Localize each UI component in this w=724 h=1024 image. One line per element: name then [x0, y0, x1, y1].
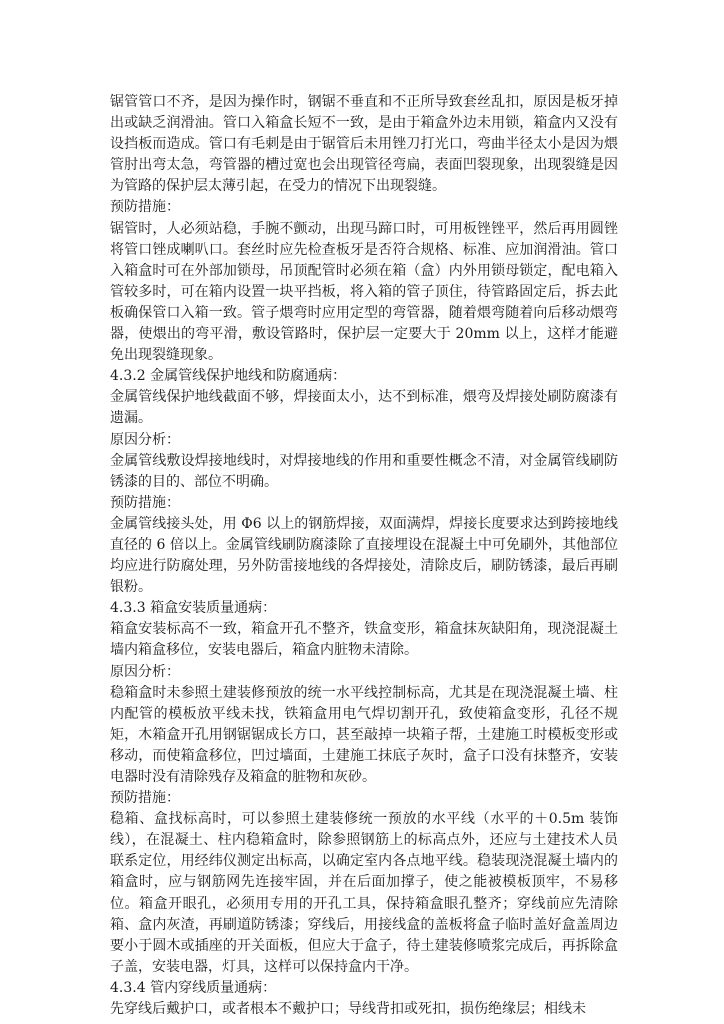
section-label: 预防措施：: [110, 790, 180, 807]
body-paragraph: 稳箱盒时未参照土建装修预放的统一水平线控制标高，尤其是在现浇混凝土墙、柱内配管的模板放平线未找，铁箱盒用电气焊切割开孔，致使箱盒变形，孔径不规矩，木箱盒开孔用钢锯锯成长方口，甚至敲掉一块箱子帮，土建施工时模板变形或移动，而使箱盒移位，凹过墙面，土建施工抹底子灰时，盒子口没有抹整齐，安装电器时没有清除残存及箱盒的脏物和灰砂。: [110, 684, 618, 785]
section-heading: 4.3.2 金属管线保护地线和防腐通病：: [110, 368, 347, 385]
section-label: 原因分析：: [110, 663, 180, 680]
body-paragraph: 金属管线接头处，用 Φ6 以上的钢筋焊接，双面满焊，焊接长度要求达到跨接地线直径的 6 倍以上。金属管线刷防腐漆除了直接埋设在混凝土中可免刷外，其他部位均应进行防腐处理，另外防雷接地线的各焊接处，清除皮后，刷防锈漆，最后再刷银粉。: [110, 515, 618, 596]
section-label: 预防措施：: [110, 199, 180, 216]
body-paragraph: 金属管线保护地线截面不够，焊接面太小，达不到标准，煨弯及焊接处刷防腐漆有遗漏。: [110, 389, 618, 427]
body-paragraph: 箱盒安装标高不一致，箱盒开孔不整齐，铁盒变形，箱盒抹灰缺阳角，现浇混凝土墙内箱盒移位，安装电器后，箱盒内脏物未清除。: [110, 621, 618, 659]
section-label: 预防措施：: [110, 494, 180, 511]
body-paragraph: 金属管线敷设焊接地线时，对焊接地线的作用和重要性概念不清，对金属管线刷防锈漆的目的、部位不明确。: [110, 452, 618, 490]
section-heading: 4.3.3 箱盒安装质量通病：: [110, 600, 277, 617]
section-label: 原因分析：: [110, 431, 180, 448]
body-paragraph: 锯管管口不齐，是因为操作时，钢锯不垂直和不正所导致套丝乱扣，原因是板牙掉出或缺乏润滑油。管口入箱盒长短不一致，是由于箱盒外边未用锁，箱盒内又没有设挡板而造成。管口有毛刺是由于锯管后未用锉刀打光口，弯曲半径太小是因为煨管肘出弯太急，弯管器的槽过宽也会出现管径弯扁，表面凹裂现象，出现裂缝是因为管路的保护层太薄引起，在受力的情况下出现裂缝。: [110, 94, 618, 195]
body-paragraph: 稳箱、盒找标高时，可以参照土建装修统一预放的水平线（水平的＋0.5m 装饰线），在混凝土、柱内稳箱盒时，除参照钢筋上的标高点外，还应与土建技术人员联系定位，用经纬仪测定出标高，以确定室内各点地平线。稳装现浇混凝土墙内的箱盒时，应与钢筋网先连接牢固，并在后面加撑子，使之能被模板顶牢，不易移位。箱盒开眼孔，必须用专用的开孔工具，保持箱盒眼孔整齐；穿线前应先清除箱、盒内灰渣，再刷道防锈漆；穿线后，用接线盒的盖板将盒子临时盖好盒盖周边要小于圆木或插座的开关面板，但应大于盒子，待土建装修喷浆完成后，再拆除盒子盖，安装电器，灯具，这样可以保持盒内干净。: [110, 811, 618, 975]
section-heading: 4.3.4 管内穿线质量通病：: [110, 979, 277, 996]
body-paragraph: 先穿线后戴护口，或者根本不戴护口；导线背扣或死扣，损伤绝缘层；相线未: [110, 1001, 586, 1018]
document-page: [110, 92, 618, 1020]
body-paragraph: 锯管时，人必须站稳，手腕不颤动，出现马蹄口时，可用板锉锉平，然后再用圆锉将管口锉成喇叭口。套丝时应先检查板牙是否符合规格、标准、应加润滑油。管口入箱盒时可在外部加锁母，吊顶配管时必须在箱（盒）内外用锁母锁定，配电箱入管较多时，可在箱内设置一块平挡板，将入箱的管子顶住，待管路固定后，拆去此板确保管口入箱一致。管子煨弯时应用定型的弯管器，随着煨弯随着向后移动煨弯器，使煨出的弯平滑，敷设管路时，保护层一定要大于 20mm 以上，这样才能避免出现裂缝现象。: [110, 220, 618, 364]
